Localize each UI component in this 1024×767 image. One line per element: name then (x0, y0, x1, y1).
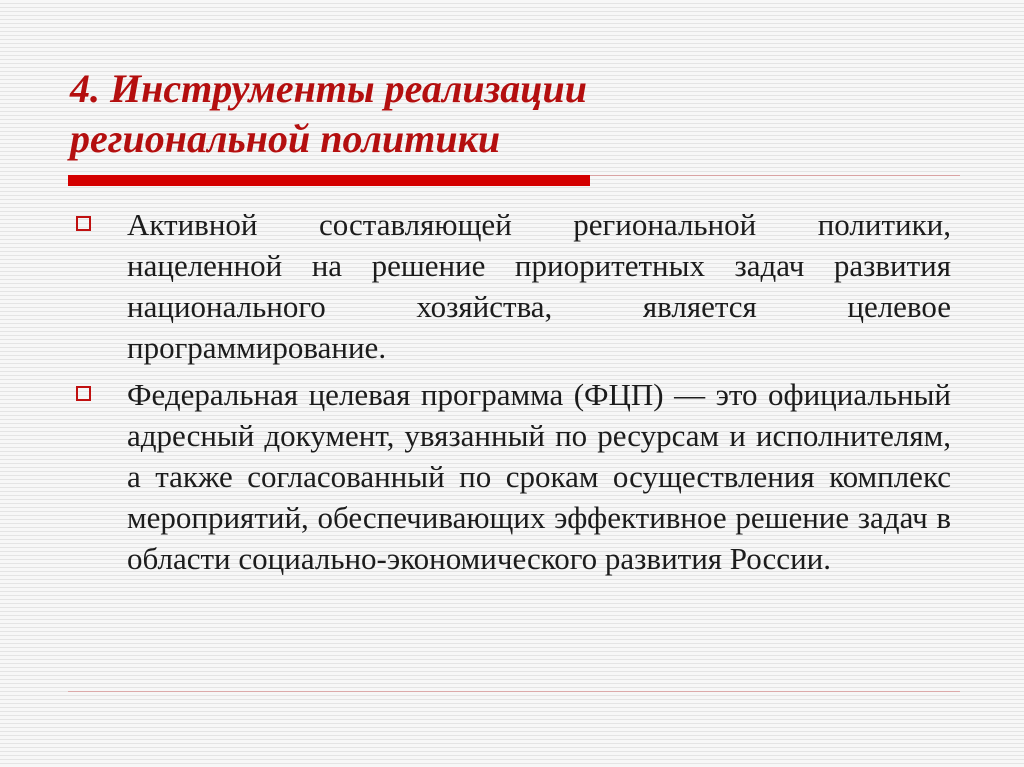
bullet-item (76, 374, 951, 579)
slide-title-line-1: 4. Инструменты реализации (70, 66, 587, 111)
hollow-square-bullet-icon (76, 386, 91, 401)
title-underline-accent-bar (68, 175, 590, 186)
bullet-text: Федеральная целевая программа (ФЦП) — это официальный адресный документ, увязанный по ресурсам и исполнителям, а также согласованный по срокам осуществления комплекс мероприятий, обеспечивающих эффективное решение задач в области социально-экономического развития России. (127, 377, 951, 576)
hollow-square-bullet-icon (76, 216, 91, 231)
bullet-text: Активной составляющей региональной политики, нацеленной на решение приоритетных задач развития национального хозяйства, является целевое программирование. (127, 207, 951, 365)
bullet-item (76, 204, 951, 368)
footer-divider (68, 691, 960, 692)
bullet-list (76, 204, 951, 585)
slide-title (70, 64, 950, 164)
slide-title-line-2: региональной политики (70, 116, 501, 161)
